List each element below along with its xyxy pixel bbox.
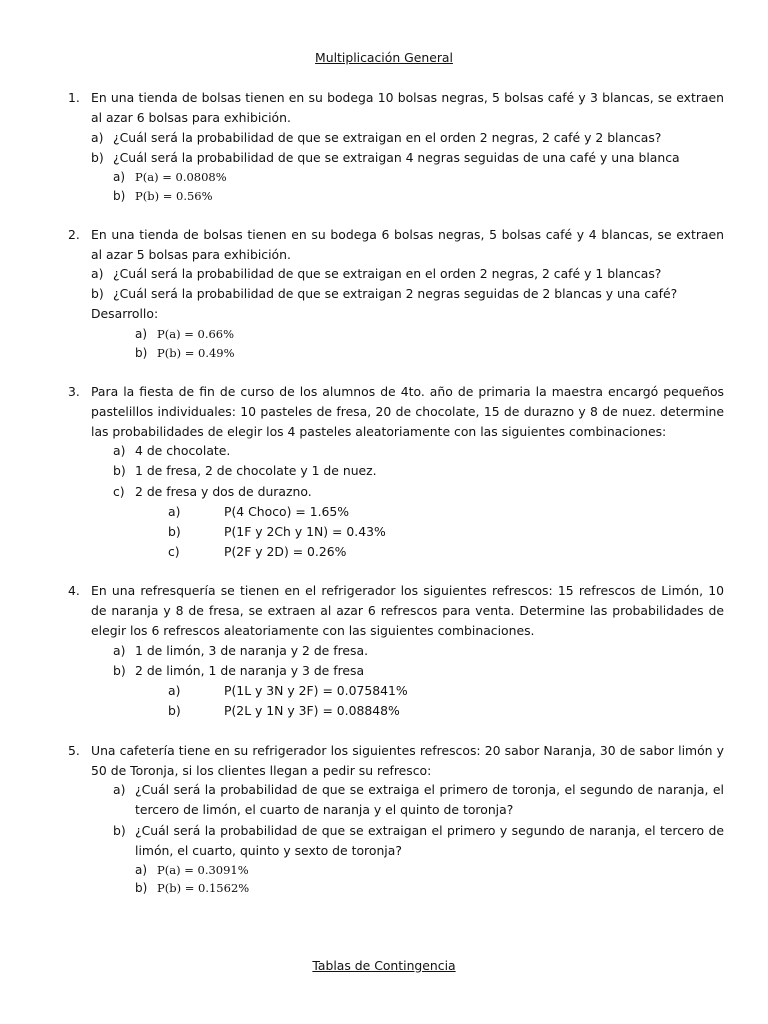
option-label: a) (113, 443, 126, 458)
problem-3-option-a (113, 441, 713, 461)
option-label: b) (113, 663, 126, 678)
answer-value: P(a) = 0.0808% (135, 170, 227, 184)
answer-value: P(b) = 0.1562% (157, 881, 250, 895)
problem-3-number: 3. (68, 384, 80, 399)
problem-4-option-a (113, 641, 713, 661)
option-text: 1 de limón, 3 de naranja y 2 de fresa. (135, 643, 369, 658)
question-text: ¿Cuál será la probabilidad de que se extraigan el primero y segundo de naranja, el tercero de limón, el cuarto, quinto y sexto de toronja? (135, 823, 724, 858)
answer-value: P(b) = 0.49% (157, 346, 235, 360)
problem-1-number: 1. (68, 90, 80, 105)
problem-1-statement: En una tienda de bolsas tienen en su bodega 10 bolsas negras, 5 bolsas café y 3 blancas, se extraen al azar 6 bolsas para exhibición. (91, 90, 724, 125)
answer-value: P(b) = 0.56% (135, 189, 213, 203)
problem-3-option-b (113, 461, 713, 481)
section-title: Tablas de Contingencia (312, 958, 456, 973)
problem-5-answer-a (135, 860, 249, 880)
problem-5-question-a (113, 780, 724, 820)
answer-label: a) (113, 170, 126, 184)
option-text: 4 de chocolate. (135, 443, 231, 458)
page-title: Multiplicación General (315, 50, 453, 65)
question-label: a) (91, 266, 104, 281)
answer-value: P(1L y 3N y 2F) = 0.075841% (224, 683, 408, 698)
question-text: ¿Cuál será la probabilidad de que se extraigan en el orden 2 negras, 2 café y 2 blancas? (113, 130, 662, 145)
question-label: a) (91, 130, 104, 145)
problem-1-answer-a (113, 167, 227, 187)
answer-value: P(a) = 0.66% (157, 327, 235, 341)
problem-2-number: 2. (68, 227, 80, 242)
option-text: 2 de limón, 1 de naranja y 3 de fresa (135, 663, 365, 678)
question-label: b) (91, 150, 104, 165)
answer-value: P(2L y 1N y 3F) = 0.08848% (224, 703, 400, 718)
option-text: 2 de fresa y dos de durazno. (135, 484, 312, 499)
question-text: ¿Cuál será la probabilidad de que se extraigan 2 negras seguidas de 2 blancas y una café? (113, 286, 678, 301)
problem-5-number: 5. (68, 743, 80, 758)
problem-4-statement: En una refresquería se tienen en el refrigerador los siguientes refrescos: 15 refrescos de Limón, 10 de naranja y 8 de fresa, se extraen al azar 6 refrescos para venta. Determine las probabilidades de elegir los 6 refrescos aleatoriamente con las siguientes combinaciones. (91, 583, 724, 638)
answer-value: P(4 Choco) = 1.65% (224, 504, 350, 519)
problem-1-answer-b (113, 186, 213, 206)
problem-5-answer-b (135, 878, 249, 898)
problem-2-answer-b (135, 343, 235, 363)
problem-3-statement: Para la fiesta de fin de curso de los alumnos de 4to. año de primaria la maestra encargó pequeños pastelillos individuales: 10 pasteles de fresa, 20 de chocolate, 15 de durazno y 8 de nuez. determine las probabilidades de elegir los 4 pasteles aleatoriamente con las siguientes combinaciones: (91, 384, 724, 439)
problem-4-number: 4. (68, 583, 80, 598)
answer-value: P(a) = 0.3091% (157, 863, 249, 877)
answer-value: P(1F y 2Ch y 1N) = 0.43% (224, 524, 386, 539)
problem-2-question-b (91, 284, 724, 304)
question-text: ¿Cuál será la probabilidad de que se extraiga el primero de toronja, el segundo de naranja, el tercero de limón, el cuarto de naranja y el quinto de toronja? (135, 782, 724, 817)
answer-label: b) (168, 524, 181, 539)
question-text: ¿Cuál será la probabilidad de que se extraigan 4 negras seguidas de una café y una blanca (113, 150, 680, 165)
problem-2-statement: En una tienda de bolsas tienen en su bodega 6 bolsas negras, 5 bolsas café y 4 blancas, se extraen al azar 5 bolsas para exhibición. (91, 227, 724, 262)
option-label: b) (113, 463, 126, 478)
question-label: b) (113, 823, 126, 838)
problem-2-desarrollo-label: Desarrollo: (91, 306, 159, 321)
option-text: 1 de fresa, 2 de chocolate y 1 de nuez. (135, 463, 377, 478)
answer-label: a) (135, 327, 148, 341)
question-label: a) (113, 782, 126, 797)
question-label: b) (91, 286, 104, 301)
answer-label: c) (168, 544, 180, 559)
answer-label: b) (168, 703, 181, 718)
answer-label: a) (168, 683, 181, 698)
problem-5-statement: Una cafetería tiene en su refrigerador los siguientes refrescos: 20 sabor Naranja, 30 de sabor limón y 50 de Toronja, si los clientes llegan a pedir su refresco: (91, 743, 724, 778)
option-label: a) (113, 643, 126, 658)
answer-label: b) (135, 346, 148, 360)
answer-value: P(2F y 2D) = 0.26% (224, 544, 347, 559)
answer-label: a) (168, 504, 181, 519)
answer-label: a) (135, 863, 148, 877)
problem-1-question-b (91, 148, 724, 168)
problem-1-question-a (91, 128, 724, 148)
option-label: c) (113, 484, 125, 499)
problem-4-option-b (113, 661, 713, 681)
answer-label: b) (113, 189, 126, 203)
answer-label: b) (135, 881, 148, 895)
question-text: ¿Cuál será la probabilidad de que se extraigan en el orden 2 negras, 2 café y 1 blancas? (113, 266, 662, 281)
problem-5-question-b (113, 821, 724, 861)
problem-2-question-a (91, 264, 724, 284)
problem-2-answer-a (135, 324, 234, 344)
problem-3-option-c (113, 482, 713, 502)
